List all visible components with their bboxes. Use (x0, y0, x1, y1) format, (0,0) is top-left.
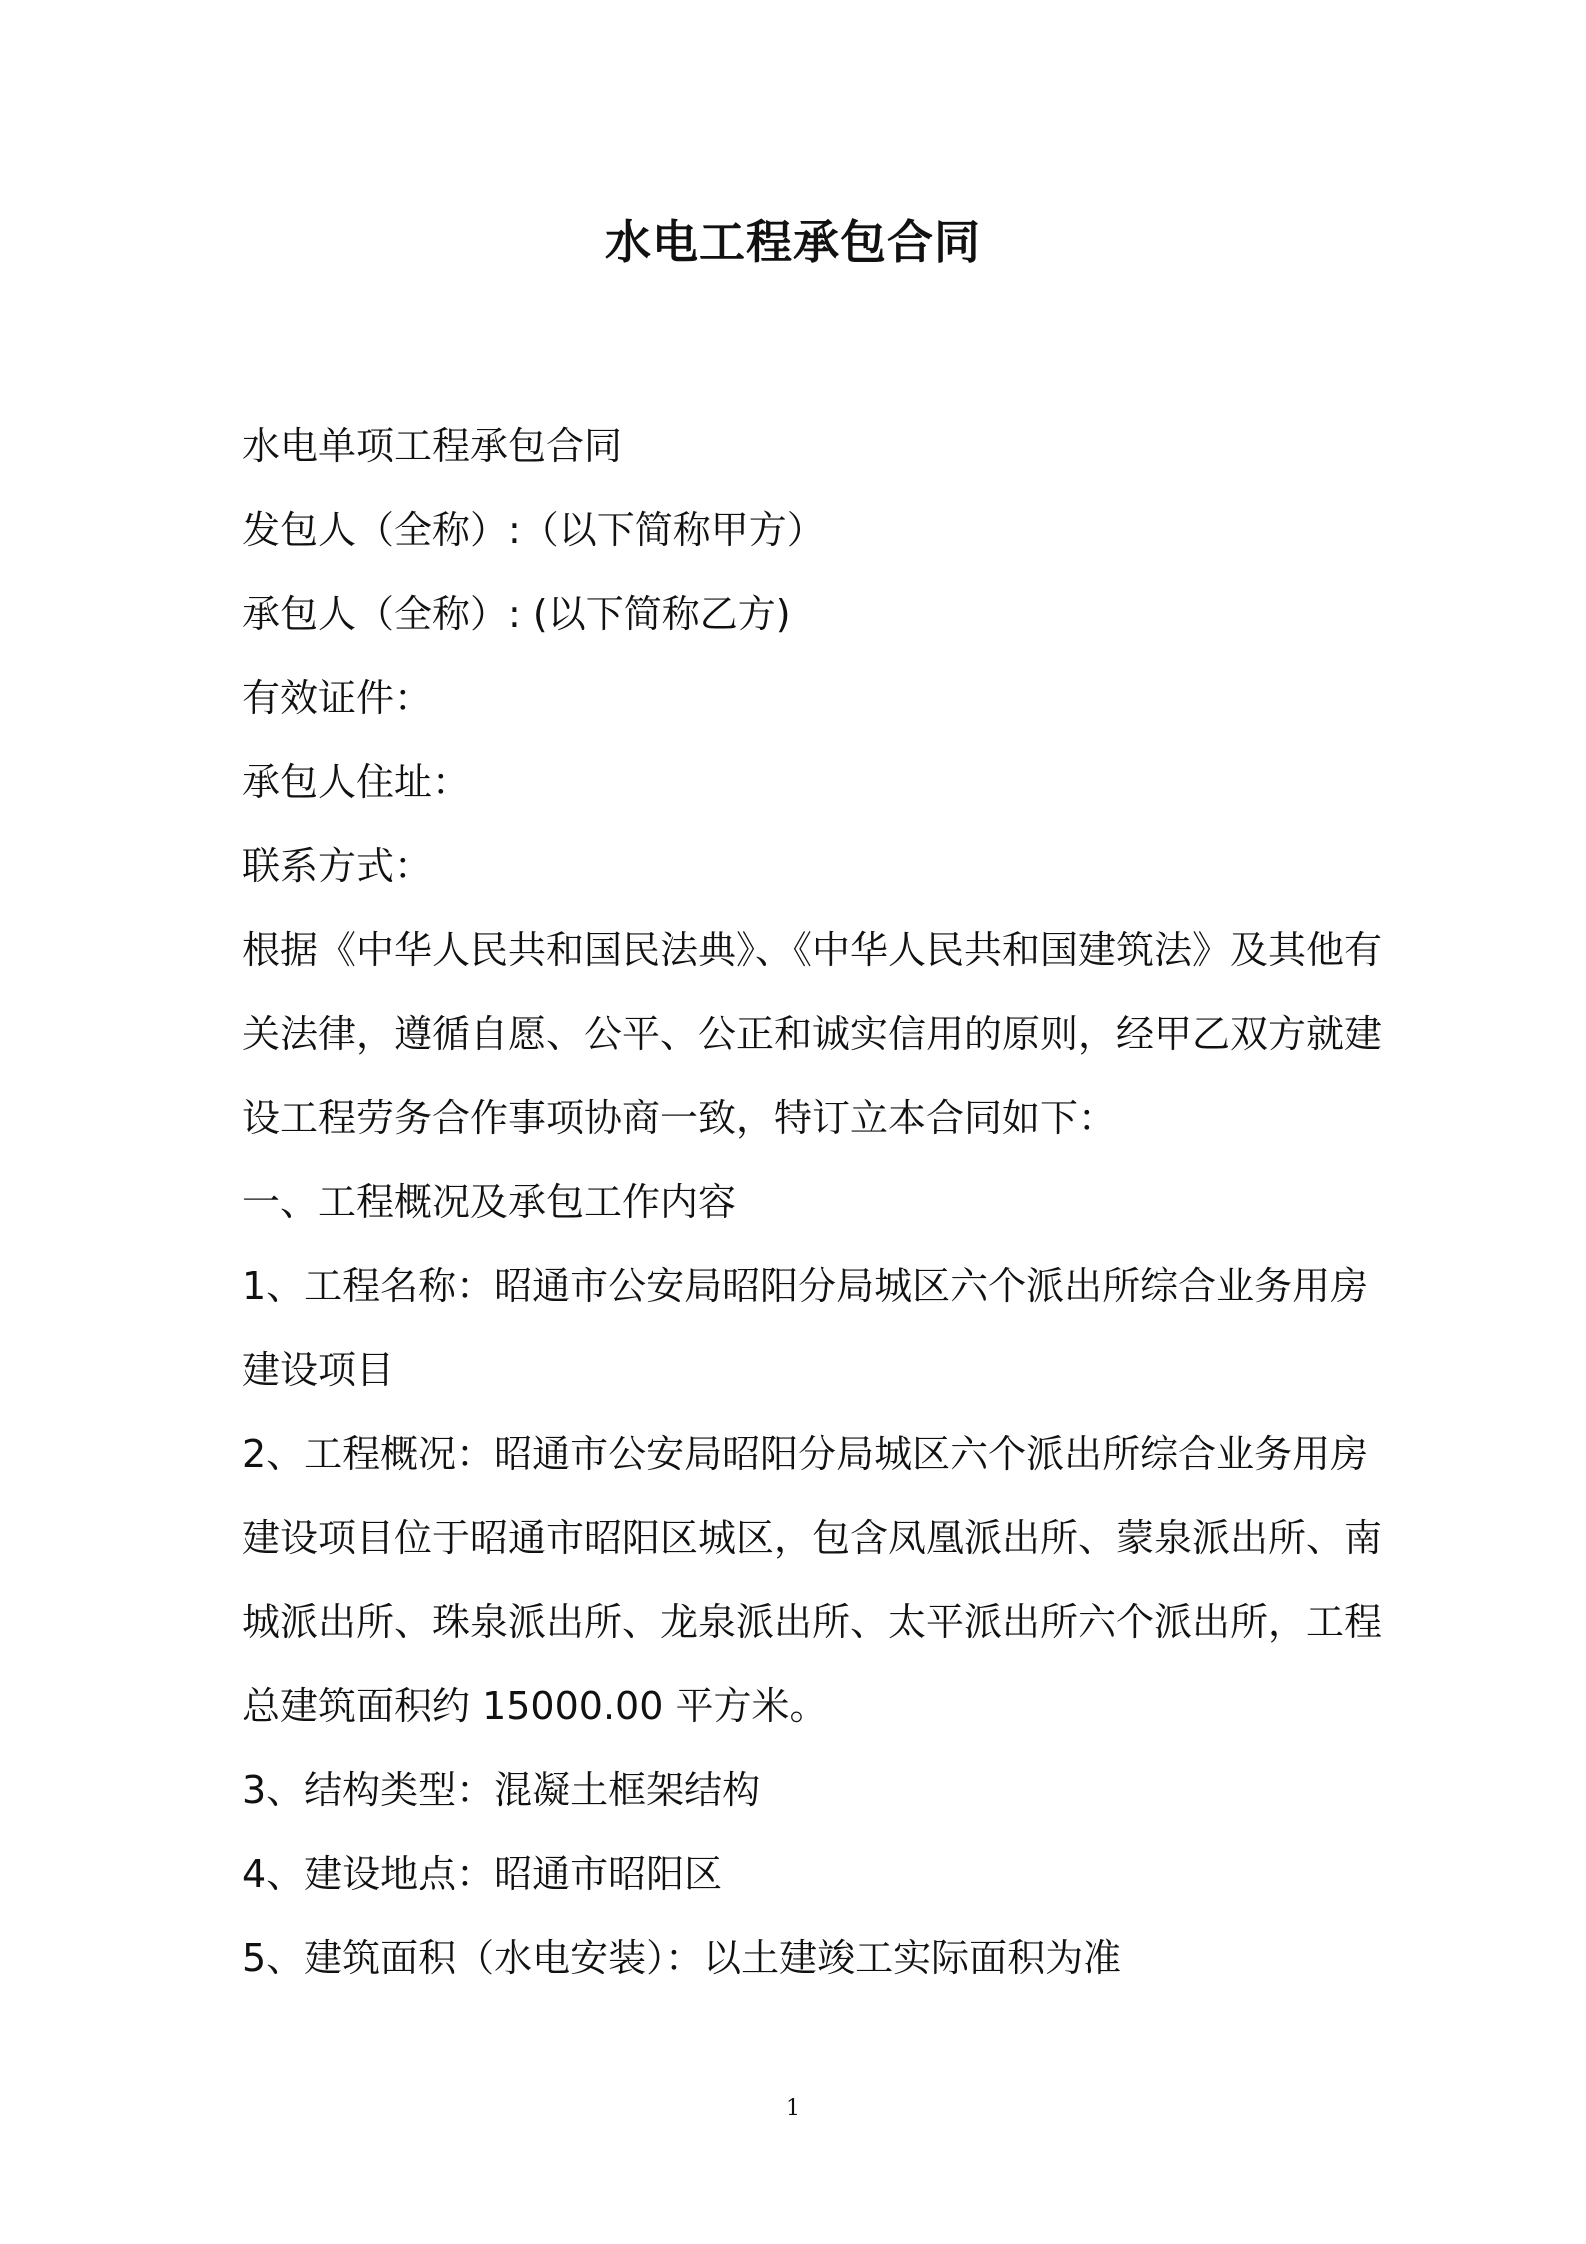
preamble-line: 根据《中华人民共和国民法典》、《中华人民共和国建筑法》及其他有 (242, 928, 1383, 972)
preamble-line: 关法律，遵循自愿、公平、公正和诚实信用的原则，经甲乙双方就建 (242, 1012, 1383, 1056)
clause-line: 3、结构类型：混凝土框架结构 (242, 1768, 761, 1812)
clause-line: 建设项目 (242, 1348, 395, 1392)
page-number: 1 (786, 2096, 800, 2121)
clause-line: 城派出所、珠泉派出所、龙泉派出所、太平派出所六个派出所，工程 (242, 1600, 1383, 1644)
subtitle-line: 水电单项工程承包合同 (242, 424, 623, 468)
clause-line: 建设项目位于昭通市昭阳区城区，包含凤凰派出所、蒙泉派出所、南 (242, 1516, 1383, 1560)
clause-line: 2、工程概况：昭通市公安局昭阳分局城区六个派出所综合业务用房 (242, 1432, 1369, 1476)
preamble-line: 设工程劳务合作事项协商一致，特订立本合同如下： (242, 1096, 1117, 1140)
clause-line: 4、建设地点：昭通市昭阳区 (242, 1852, 723, 1896)
document-body (242, 404, 1383, 2000)
contractor-address-line: 承包人住址： (242, 760, 471, 804)
clause-line: 总建筑面积约 15000.00 平方米。 (242, 1684, 828, 1728)
party-b-line: 承包人（全称）: (以下简称乙方) (242, 592, 791, 636)
clause-line: 5、建筑面积（水电安装）：以土建竣工实际面积为准 (242, 1936, 1122, 1980)
contact-line: 联系方式： (242, 844, 433, 888)
party-a-line: 发包人（全称）:（以下简称甲方） (242, 508, 825, 552)
clause-line: 1、工程名称：昭通市公安局昭阳分局城区六个派出所综合业务用房 (242, 1264, 1369, 1308)
valid-id-line: 有效证件： (242, 676, 433, 720)
section-heading: 一、工程概况及承包工作内容 (242, 1180, 737, 1224)
document-title: 水电工程承包合同 (605, 215, 981, 269)
